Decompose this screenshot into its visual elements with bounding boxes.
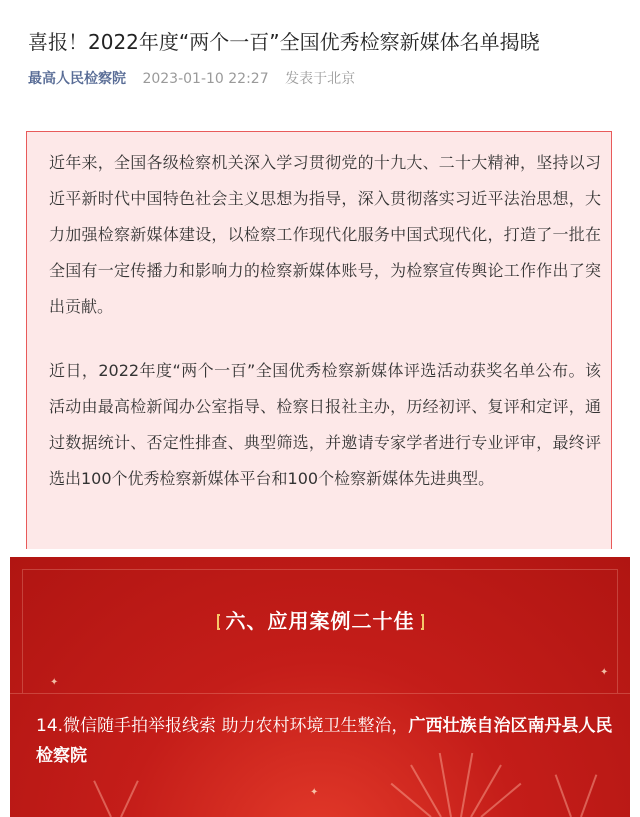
publish-location: 发表于北京	[285, 71, 356, 87]
case-entry	[36, 711, 616, 771]
case-organization: 广西壮族自治区南丹县人民检察院	[36, 716, 613, 766]
case-banner-image: 六、应用案例二十佳 14.微信随手拍举报线索 助力农村环境卫生整治，广西壮族自治区南丹县人民检察院 ✦ ✦ ✦	[10, 557, 630, 817]
bracket-right-icon	[421, 614, 424, 630]
bracket-left-icon	[217, 614, 220, 630]
intro-box	[26, 131, 612, 549]
section-heading-text: 六、应用案例二十佳	[225, 609, 415, 633]
case-title: 14.微信随手拍举报线索 助力农村环境卫生整治，	[36, 716, 409, 736]
article-meta	[28, 69, 355, 89]
banner-divider	[10, 693, 630, 694]
publish-time: 2023-01-10 22:27	[142, 71, 269, 87]
intro-paragraph-2: 近日，2022年度“两个一百”全国优秀检察新媒体评选活动获奖名单公布。该活动由最高检新闻办公室指导、检察日报社主办，历经初评、复评和定评，通过数据统计、否定性排查、典型筛选，并邀请专家学者进行专业评审，最终评选出100个优秀检察新媒体平台和100个检察新媒体先进典型。	[49, 361, 601, 488]
intro-paragraph-1: 近年来，全国各级检察机关深入学习贯彻党的十九大、二十大精神，坚持以习近平新时代中国特色社会主义思想为指导，深入贯彻落实习近平法治思想，大力加强检察新媒体建设，以检察工作现代化服务中国式现代化，打造了一批在全国有一定传播力和影响力的检察新媒体账号，为检察宣传舆论工作作出了突出贡献。	[49, 153, 601, 316]
account-name-link[interactable]: 最高人民检察院	[28, 71, 126, 87]
section-heading	[10, 607, 630, 635]
article-title: 喜报！2022年度“两个一百”全国优秀检察新媒体名单揭晓	[28, 30, 540, 54]
